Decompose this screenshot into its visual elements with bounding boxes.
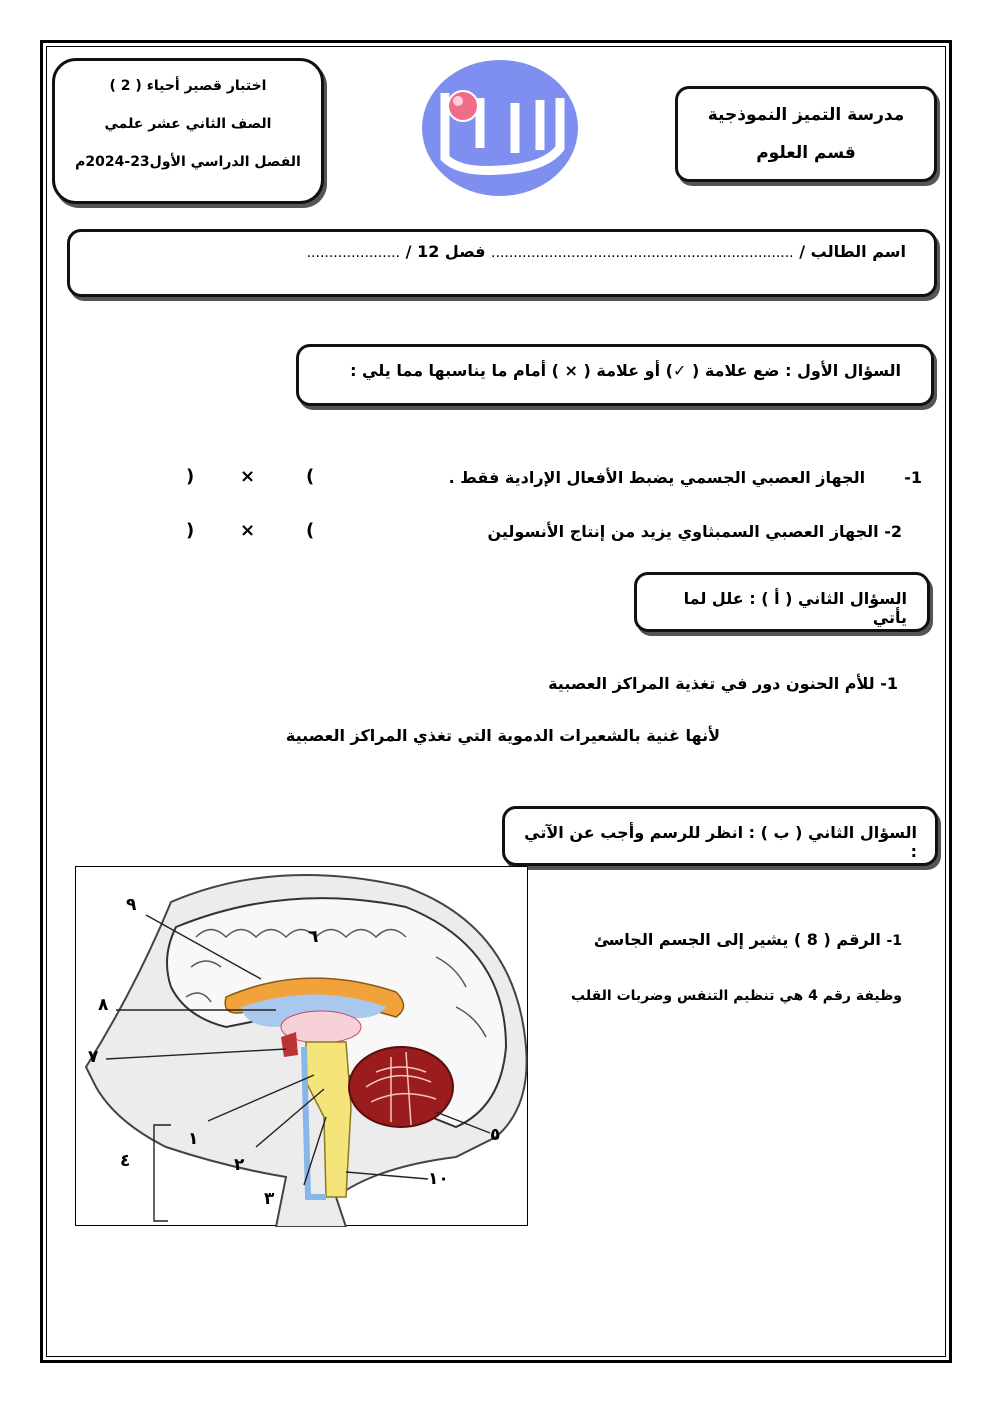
q1-item-1-num: 1- — [904, 468, 922, 487]
q1-item-2-paren-open: ( — [306, 520, 315, 541]
student-info-box — [67, 229, 937, 297]
question-1-title: السؤال الأول : ضع علامة ( ✓) أو علامة ( × ) أمام ما يناسبها مما يلي : — [296, 344, 934, 406]
brain-illustration — [76, 867, 529, 1227]
label-10: ١٠ — [428, 1169, 449, 1189]
school-name: مدرسة التميز النموذجية — [707, 105, 905, 125]
question-2a-title: السؤال الثاني ( أ ) : علل لما يأتي — [634, 572, 930, 632]
q2a-item-1-num: 1- — [880, 674, 898, 693]
label-5: ٥ — [490, 1125, 501, 1145]
grade-label: الصف الثاني عشر علمي — [104, 116, 272, 132]
q1-item-1-paren-close: ) — [186, 466, 195, 487]
q1-item-1-answer[interactable]: × — [240, 466, 256, 487]
q2a-answer[interactable]: لأنها غنية بالشعيرات الدموية التي تغذي المراكز العصبية — [285, 726, 720, 745]
department-name: قسم العلوم — [756, 143, 856, 163]
q1-item-1-text: الجهاز العصبي الجسمي يضبط الأفعال الإرادية فقط . — [448, 468, 866, 487]
student-name-label: اسم الطالب / — [799, 242, 906, 261]
school-header — [675, 86, 937, 182]
label-2: ٢ — [234, 1155, 245, 1175]
q2a-item-1-text: للأم الحنون دور في تغذية المراكز العصبية — [548, 674, 875, 693]
q2b-item-2[interactable]: وظيفة رقم 4 هي تنظيم التنفس وضربات القلب — [571, 988, 902, 1004]
label-1: ١ — [188, 1129, 199, 1149]
class-label: فصل 12 / — [405, 242, 486, 261]
label-8: ٨ — [98, 995, 109, 1015]
semester-label: الفصل الدراسي الأول23-2024م — [75, 154, 301, 170]
q1-item-1-paren-open: ( — [306, 466, 315, 487]
q2b-item-1-text: الرقم ( 8 ) يشير إلى الجسم الجاسئ — [593, 930, 881, 949]
q1-item-2-answer[interactable]: × — [240, 520, 256, 541]
q2b-item-1-num: 1- — [886, 933, 902, 949]
label-4: ٤ — [120, 1151, 131, 1171]
class-field[interactable]: ..................... — [306, 245, 401, 261]
label-6: ٦ — [308, 927, 319, 947]
label-9: ٩ — [126, 895, 137, 915]
q1-item-2-paren-close: ) — [186, 520, 195, 541]
student-name-field[interactable]: .................................................................... — [491, 245, 794, 261]
school-logo — [420, 58, 580, 198]
exam-title: اختبار قصير أحياء ( 2 ) — [109, 78, 267, 94]
q1-item-1 — [449, 468, 922, 487]
label-3: ٣ — [264, 1189, 275, 1209]
question-2b-title: السؤال الثاني ( ب ) : انظر للرسم وأجب عن الآتي : — [502, 806, 938, 866]
brain-diagram — [75, 866, 528, 1226]
label-7: ٧ — [88, 1047, 99, 1067]
q1-item-2 — [487, 522, 902, 541]
exam-header — [52, 58, 324, 204]
q2a-item-1 — [548, 674, 898, 693]
q1-item-2-num: 2- — [884, 522, 902, 541]
q2b-item-1 — [594, 930, 902, 949]
q1-item-2-text: الجهاز العصبي السمبثاوي يزيد من إنتاج الأنسولين — [487, 522, 879, 541]
